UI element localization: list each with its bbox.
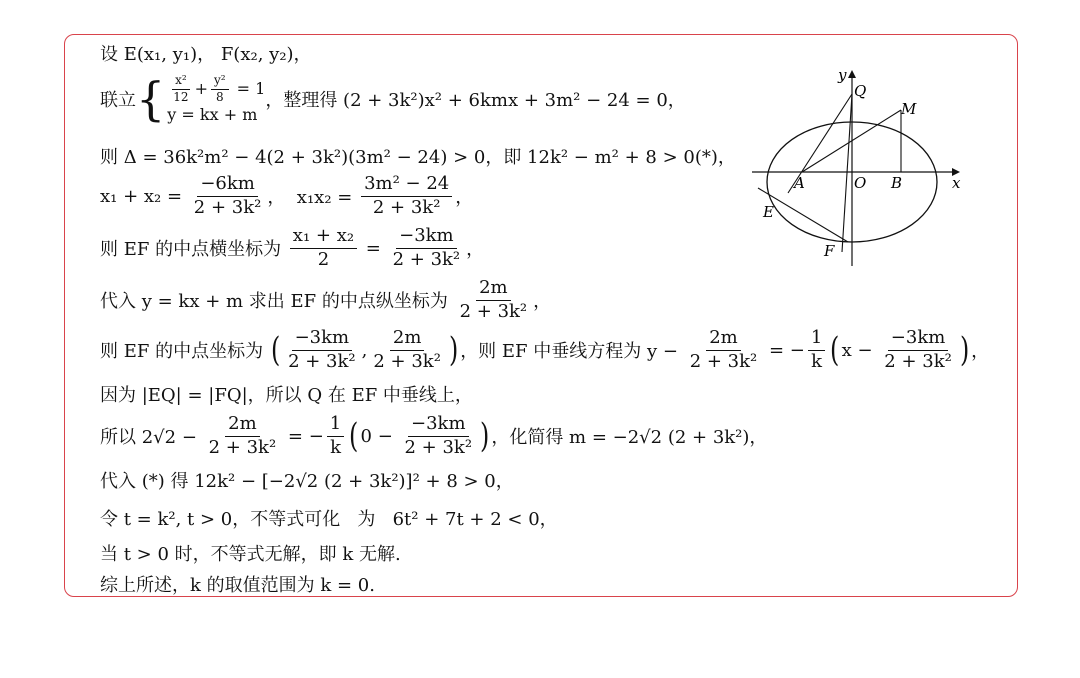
frac-num: 1: [808, 328, 825, 351]
line-13: [100, 571, 375, 597]
label-A: A: [794, 174, 805, 192]
frac-den: 8: [215, 89, 224, 104]
text-line-8: 因为 |EQ| = |FQ|，所以 Q 在 EF 中垂线上，: [100, 385, 473, 406]
frac-num: 2m: [225, 414, 260, 437]
text: ，: [533, 291, 552, 313]
frac-den: 2 + 3k²: [208, 436, 277, 458]
frac-den: 2 + 3k²: [689, 350, 758, 372]
frac-den: k: [811, 350, 823, 372]
text: 则 EF 的中点坐标为: [100, 341, 269, 363]
text: =: [360, 237, 387, 259]
frac-den: k: [330, 436, 341, 458]
line-4: [100, 174, 473, 218]
frac-den: 2 + 3k²: [884, 350, 952, 372]
text: = −: [763, 339, 805, 361]
label-Q: Q: [854, 82, 867, 100]
paren-close: ): [448, 330, 459, 371]
text: ，: [971, 341, 990, 363]
segment-QF: [842, 94, 852, 252]
text: ，化简得 m = −2√2 (2 + 3k²)，: [491, 427, 768, 449]
eq-tail: = 1: [231, 79, 266, 99]
text-line-3: 则 Δ = 36k²m² − 4(2 + 3k²)(3m² − 24) > 0，即 12k² − m² + 8 > 0(*)，: [100, 147, 736, 168]
frac-num: x₁ + x₂: [290, 226, 357, 249]
frac-num: 2m: [476, 278, 511, 301]
frac-den: 2 + 3k²: [372, 196, 441, 218]
text: ,: [361, 339, 368, 361]
frac-num: y²: [211, 74, 229, 90]
line-10: [100, 467, 514, 493]
line-7: [100, 328, 989, 372]
frac-den: 2 + 3k²: [459, 300, 528, 322]
text: x₁ + x₂ =: [100, 185, 188, 207]
label-B: B: [891, 174, 903, 192]
y-axis-arrow: [848, 70, 856, 78]
brace-symbol: {: [136, 72, 166, 127]
label-E: E: [763, 203, 774, 221]
paren-open: (: [830, 330, 840, 371]
frac-num: x²: [172, 74, 190, 90]
label-O: O: [854, 174, 867, 192]
label-x: x: [952, 174, 961, 192]
frac-num: −3km: [292, 328, 353, 351]
ellipse-figure: [748, 66, 970, 270]
frac-den: 2 + 3k²: [392, 248, 461, 270]
frac-den: 2 + 3k²: [373, 350, 441, 372]
text: x −: [841, 339, 879, 361]
text-line-2-post: ，整理得 (2 + 3k²)x² + 6kmx + 3m² − 24 = 0，: [265, 90, 686, 112]
frac-num: −3km: [396, 226, 457, 249]
text: = −: [282, 425, 324, 447]
frac-den: 2 + 3k²: [404, 436, 473, 458]
frac-num: 3m² − 24: [361, 174, 452, 197]
text-line-11: 令 t = k², t > 0，不等式可化 为 6t² + 7t + 2 < 0，: [100, 509, 558, 530]
frac-den: 2: [317, 248, 330, 270]
line-3: [100, 143, 736, 169]
frac-den: 2 + 3k²: [288, 350, 356, 372]
text: ，: [466, 239, 485, 261]
paren-open: (: [270, 330, 281, 371]
frac-num: −3km: [888, 328, 949, 351]
text: ，则 EF 中垂线方程为 y −: [460, 341, 684, 363]
line-1: [100, 40, 312, 66]
label-M: M: [901, 100, 917, 118]
text: ，: [455, 187, 474, 209]
text-line-12: 当 t > 0 时，不等式无解，即 k 无解.: [100, 544, 401, 565]
line-2: [100, 74, 686, 125]
text-line-13: 综上所述，k 的取值范围为 k = 0.: [100, 575, 375, 596]
text: 所以 2√2 −: [100, 427, 203, 449]
line-12: [100, 540, 401, 566]
frac-num: 2m: [706, 328, 741, 351]
paren-open: (: [349, 416, 359, 457]
text-line-10: 代入 (*) 得 12k² − [−2√2 (2 + 3k²)]² + 8 > 0，: [100, 471, 514, 492]
eq-line: y = kx + m: [167, 104, 258, 124]
frac-den: 2 + 3k²: [193, 196, 262, 218]
text: 则 EF 的中点横坐标为: [100, 239, 287, 261]
text-line-1: 设 E(x₁, y₁)， F(x₂, y₂)，: [100, 44, 312, 65]
label-F: F: [824, 242, 835, 260]
line-9: [100, 414, 767, 458]
frac-den: 12: [173, 89, 189, 104]
text: 代入 y = kx + m 求出 EF 的中点纵坐标为: [100, 291, 454, 313]
frac-num: −6km: [197, 174, 258, 197]
line-5: [100, 226, 484, 270]
line-6: [100, 278, 551, 322]
text: ， x₁x₂ =: [267, 187, 359, 209]
frac-num: 1: [327, 414, 344, 437]
text-lianli: 联立: [100, 90, 136, 112]
text: 0 −: [360, 425, 399, 447]
frac-num: 2m: [390, 328, 425, 351]
line-11: [100, 505, 558, 531]
frac-num: −3km: [408, 414, 469, 437]
paren-close: ): [480, 416, 490, 457]
equation-system: $\frac{\text{x²}}{12}$ + $\frac{\text{y²}}{8}$ = 1 y = kx + m: [167, 73, 266, 124]
label-y: y: [838, 66, 847, 84]
line-8: [100, 381, 473, 407]
paren-close: ): [959, 330, 970, 371]
